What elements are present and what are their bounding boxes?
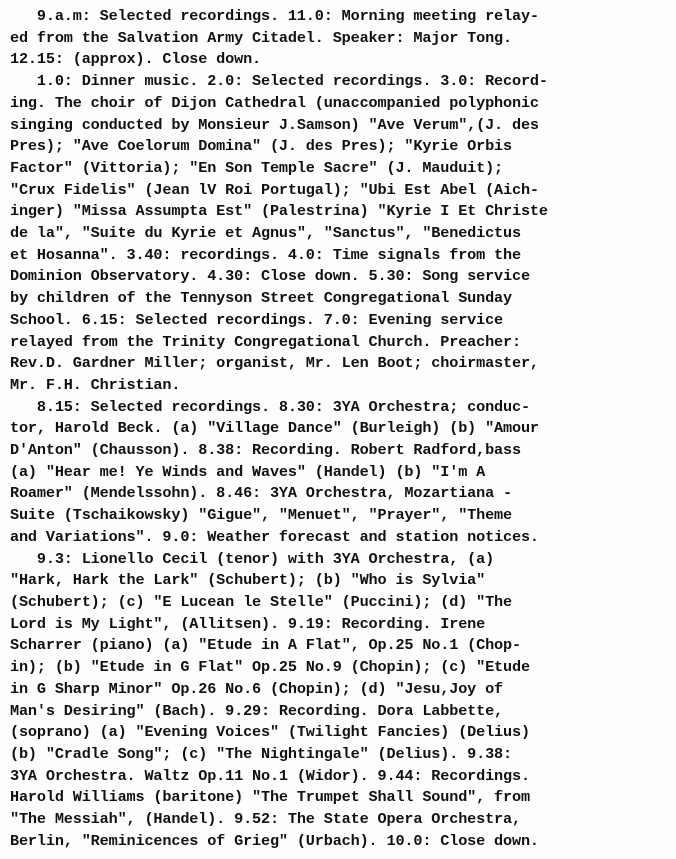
document-line: inger) "Missa Assumpta Est" (Palestrina) "Kyrie I Et Christe xyxy=(10,202,548,221)
document-line: ing. The choir of Dijon Cathedral (unaccompanied polyphonic xyxy=(10,93,539,112)
document-line: Mr. F.H. Christian. xyxy=(10,375,181,394)
document-line: Harold Williams (baritone) "The Trumpet Shall Sound", from xyxy=(10,788,530,807)
document-line: (a) "Hear me! Ye Winds and Waves" (Handel) (b) "I'm A xyxy=(10,462,486,481)
document-line: et Hosanna". 3.40: recordings. 4.0: Time signals from the xyxy=(10,245,521,264)
document-line: "Hark, Hark the Lark" (Schubert); (b) "Who is Sylvia" xyxy=(10,571,486,590)
document-line: de la", "Suite du Kyrie et Agnus", "Sanctus", "Benedictus xyxy=(10,224,521,243)
document-line: Pres); "Ave Coelorum Domina" (J. des Pres); "Kyrie Orbis xyxy=(10,137,512,156)
document-line: in G Sharp Minor" Op.26 No.6 (Chopin); (d) "Jesu,Joy of xyxy=(10,679,504,698)
document-line: (soprano) (a) "Evening Voices" (Twilight Fancies) (Delius) xyxy=(10,723,530,742)
document-line: 9.3: Lionello Cecil (tenor) with 3YA Orchestra, (a) xyxy=(10,549,495,568)
document-line: by children of the Tennyson Street Congregational Sunday xyxy=(10,289,512,308)
document-line: (Schubert); (c) "E Lucean le Stelle" (Puccini); (d) "The xyxy=(10,592,512,611)
programme-text xyxy=(10,6,672,852)
document-line: School. 6.15: Selected recordings. 7.0: Evening service xyxy=(10,310,504,329)
document-line: 3YA Orchestra. Waltz Op.11 No.1 (Widor). 9.44: Recordings. xyxy=(10,766,530,785)
document-line: tor, Harold Beck. (a) "Village Dance" (Burleigh) (b) "Amour xyxy=(10,419,539,438)
document-line: and Variations". 9.0: Weather forecast and station notices. xyxy=(10,527,539,546)
document-line: 1.0: Dinner music. 2.0: Selected recordings. 3.0: Record- xyxy=(10,72,548,91)
document-line: "The Messiah", (Handel). 9.52: The State Opera Orchestra, xyxy=(10,810,521,829)
document-line: D'Anton" (Chausson). 8.38: Recording. Robert Radford,bass xyxy=(10,441,521,460)
document-line: Suite (Tschaikowsky) "Gigue", "Menuet", "Prayer", "Theme xyxy=(10,506,512,525)
document-line: 9.a.m: Selected recordings. 11.0: Morning meeting relay- xyxy=(10,7,539,25)
document-line: Lord is My Light", (Allitsen). 9.19: Recording. Irene xyxy=(10,614,486,633)
document-line: relayed from the Trinity Congregational Church. Preacher: xyxy=(10,332,521,351)
document-line: Berlin, "Reminicences of Grieg" (Urbach). 10.0: Close down. xyxy=(10,831,539,850)
document-line: Man's Desiring" (Bach). 9.29: Recording. Dora Labbette, xyxy=(10,701,504,720)
document-line: Roamer" (Mendelssohn). 8.46: 3YA Orchestra, Mozartiana - xyxy=(10,484,512,503)
document-line: ed from the Salvation Army Citadel. Speaker: Major Tong. xyxy=(10,28,512,47)
document-line: singing conducted by Monsieur J.Samson) "Ave Verum",(J. des xyxy=(10,115,539,134)
document-line: Factor" (Vittoria); "En Son Temple Sacre" (J. Mauduit); xyxy=(10,158,504,177)
document-line: 8.15: Selected recordings. 8.30: 3YA Orchestra; conduc- xyxy=(10,397,530,416)
document-line: Scharrer (piano) (a) "Etude in A Flat", Op.25 No.1 (Chop- xyxy=(10,636,521,655)
document-line: Dominion Observatory. 4.30: Close down. 5.30: Song service xyxy=(10,267,530,286)
document-line: "Crux Fidelis" (Jean lV Roi Portugal); "Ubi Est Abel (Aich- xyxy=(10,180,539,199)
document-line: (b) "Cradle Song"; (c) "The Nightingale" (Delius). 9.38: xyxy=(10,744,512,763)
document-line: Rev.D. Gardner Miller; organist, Mr. Len Boot; choirmaster, xyxy=(10,354,539,373)
document-line: 12.15: (approx). Close down. xyxy=(10,50,261,69)
document-line: in); (b) "Etude in G Flat" Op.25 No.9 (Chopin); (c) "Etude xyxy=(10,658,530,677)
